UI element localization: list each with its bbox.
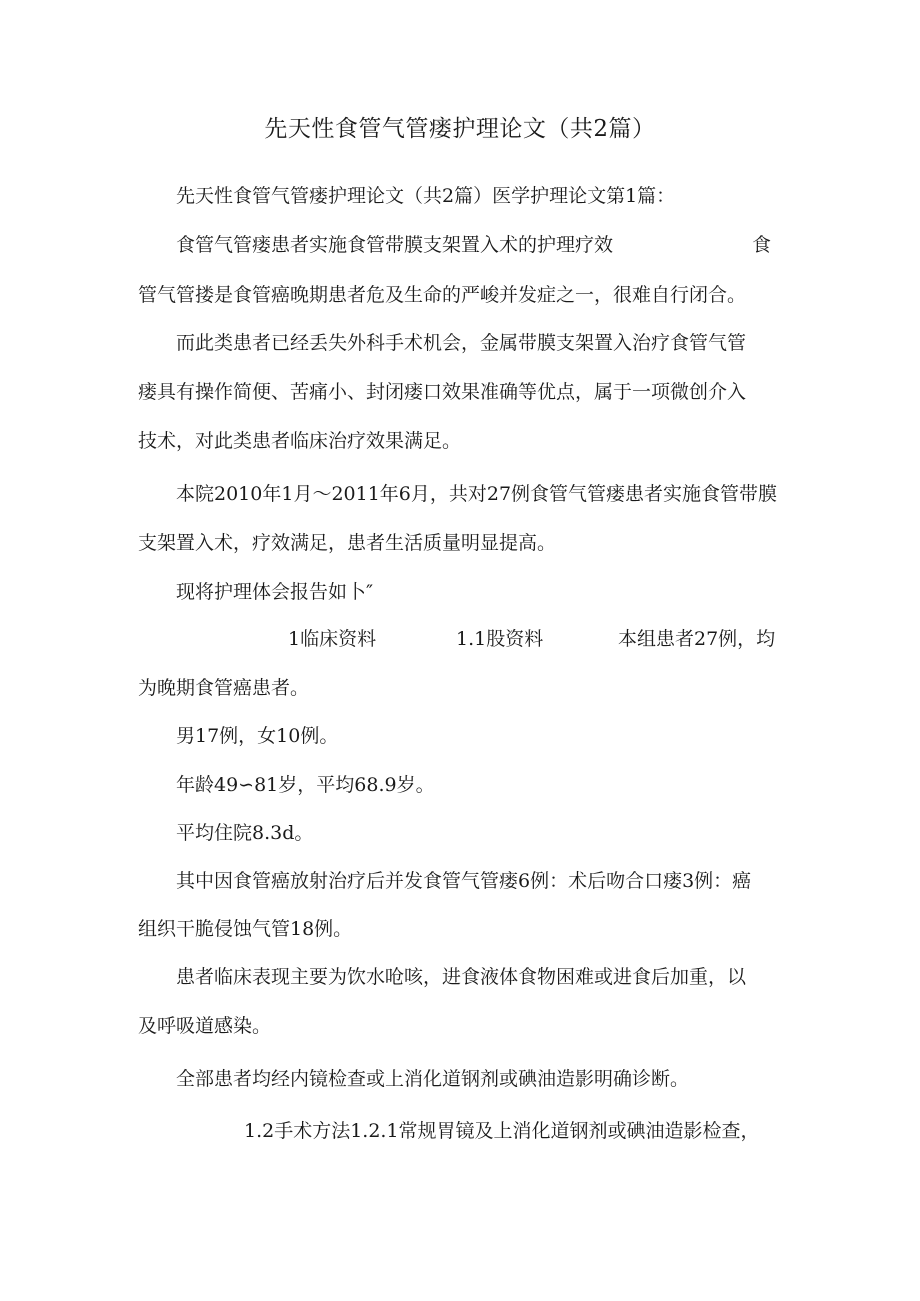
paragraph-line: 平均住院8.3d。 [176,822,314,844]
paragraph-line: 其中因食管癌放射治疗后并发食管气管瘘6例：术后吻合口瘘3例：癌 [176,870,752,892]
paragraph-line: 管气管搂是食管癌晚期患者危及生命的严峻并发症之一，很难自行闭合。 [138,284,747,306]
paragraph-line: 本院2010年1月～2011年6月，共对27例食管气管瘘患者实施食管带膜 [176,483,778,505]
paragraph-line-subtitle-tail: 食 [752,234,772,256]
section-heading-clinical-data: 1临床资料 [288,628,377,650]
paragraph-line: 现将护理体会报告如卜″ [176,581,374,603]
subsection-heading-surgical-method: 1.2手术方法1.2.1常规胃镜及上消化道钢剂或碘油造影检查， [244,1120,760,1142]
paragraph-line: 患者临床表现主要为饮水呛咳，进食液体食物困难或进食后加重，以 [176,966,747,988]
paragraph-line: 而此类患者已经丢失外科手术机会，金属带膜支架置入治疗食管气管 [176,332,747,354]
paragraph-line: 全部患者均经内镜检查或上消化道钢剂或碘油造影明确诊断。 [176,1068,690,1090]
paragraph-line-subtitle: 食管气管瘘患者实施食管带膜支架置入术的护理疗效 [176,234,614,256]
paragraph-line: 组织干脆侵蚀气管18例。 [138,918,353,940]
paragraph-line: 男17例，女10例。 [176,725,339,747]
paragraph-line: 技术，对此类患者临床治疗效果满足。 [138,430,462,452]
document-title: 先天性食管气管瘘护理论文（共2篇） [264,116,656,142]
paragraph-line: 瘘具有操作简便、苦痛小、封闭瘘口效果准确等优点，属于一项微创介入 [138,381,747,403]
subsection-heading-general-data: 1.1股资料 [456,628,544,650]
paragraph-line: 本组患者27例，均 [618,628,776,650]
paragraph-line-intro: 先天性食管气管瘘护理论文（共2篇）医学护理论文第1篇： [176,185,676,207]
paragraph-line: 支架置入术，疗效满足，患者生活质量明显提高。 [138,532,557,554]
paragraph-line: 为晚期食管癌患者。 [138,677,310,699]
paragraph-line: 年龄49∽81岁，平均68.9岁。 [176,774,435,796]
paragraph-line: 及呼吸道感染。 [138,1015,272,1037]
